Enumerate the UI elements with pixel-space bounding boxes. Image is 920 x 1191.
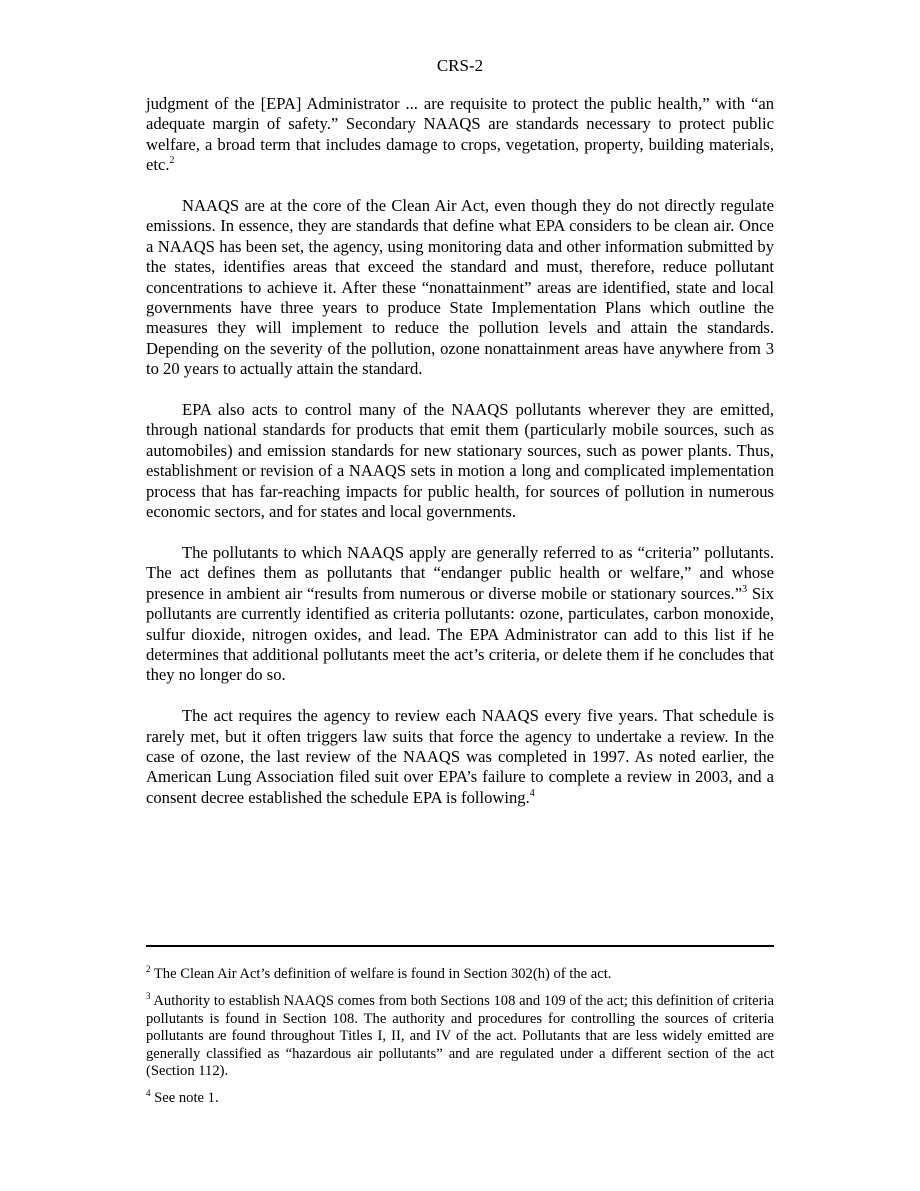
footnote-reference[interactable]: 3 xyxy=(742,583,748,595)
paragraph-text: NAAQS are at the core of the Clean Air Act, even though they do not directly regulate emissions. In essence, they are standards that define what EPA considers to be clean air. Once a NAAQS has been set, the agency, using monitoring data and other information submitted by the states, identifies areas that exceed the standard and must, therefore, reduce pollutant concentrations to achieve it. After these “nonattainment” areas are identified, state and local governments have three years to produce State Implementation Plans which outline the measures they will implement to reduce the pollution levels and attain the standards. Depending on the severity of the pollution, ozone nonattainment areas have anywhere from 3 to 20 years to actually attain the standard. xyxy=(146,196,774,379)
footnote xyxy=(146,993,774,1080)
footnote-text: See note 1. xyxy=(150,1090,219,1107)
footnote-number: 2 xyxy=(146,964,151,974)
footnotes-section xyxy=(146,966,774,1118)
footnote-number: 4 xyxy=(146,1088,151,1099)
footnote-text: The Clean Air Act’s definition of welfare is found in Section 302(h) of the act. xyxy=(150,966,612,982)
footnote-divider xyxy=(146,945,774,947)
paragraph xyxy=(146,543,774,686)
body-text xyxy=(146,94,774,829)
paragraph xyxy=(146,400,774,522)
paragraph-text: EPA also acts to control many of the NAAQS pollutants wherever they are emitted, through national standards for products that emit them (particularly mobile sources, such as automobiles) and emission standards for new stationary sources, such as power plants. Thus, establishment or revision of a NAAQS sets in motion a long and complicated implementation process that has far-reaching impacts for public health, for sources of pollution in numerous economic sectors, and for states and local governments. xyxy=(146,400,774,522)
paragraph-text: The act requires the agency to review each NAAQS every five years. That schedule is rarely met, but it often triggers law suits that force the agency to undertake a review. In the case of ozone, the last review of the NAAQS was completed in 1997. As noted earlier, the American Lung Association filed suit over EPA’s failure to complete a review in 2003, and a consent decree established the schedule EPA is following. xyxy=(146,706,774,807)
footnote-text: Authority to establish NAAQS comes from both Sections 108 and 109 of the act; this definition of criteria pollutants is found in Section 108. The authority and procedures for controlling the sources of criteria pollutants are found throughout Titles I, II, and IV of the act. Pollutants that are less widely emitted are generally classified as “hazardous air pollutants” and are regulated under a different section of the act (Section 112). xyxy=(146,993,774,1080)
paragraph xyxy=(146,706,774,808)
footnote-reference[interactable]: 4 xyxy=(529,787,535,799)
footnote-reference[interactable]: 2 xyxy=(169,155,175,167)
footnote xyxy=(146,966,774,983)
paragraph-text: judgment of the [EPA] Administrator ... are requisite to protect the public health,” with “an adequate margin of safety.” Secondary NAAQS are standards necessary to protect public welfare, a broad term that includes damage to crops, vegetation, property, building materials, etc. xyxy=(146,94,774,175)
footnote xyxy=(146,1090,774,1107)
paragraph xyxy=(146,196,774,380)
page-number-header: CRS-2 xyxy=(436,56,484,75)
paragraph-text: Six pollutants are currently identified as criteria pollutants: ozone, particulates, carbon monoxide, sulfur dioxide, nitrogen oxides, and lead. The EPA Administrator can add to this list if he determines that additional pollutants meet the act’s criteria, or delete them if he concludes that they no longer do so. xyxy=(146,583,774,685)
paragraph-text: The pollutants to which NAAQS apply are generally referred to as “criteria” pollutants. The act defines them as pollutants that “endanger public health or welfare,” and whose presence in ambient air “results from numerous or diverse mobile or stationary sources.” xyxy=(146,542,774,603)
footnote-number: 3 xyxy=(146,991,151,1002)
paragraph-continued xyxy=(146,94,774,176)
